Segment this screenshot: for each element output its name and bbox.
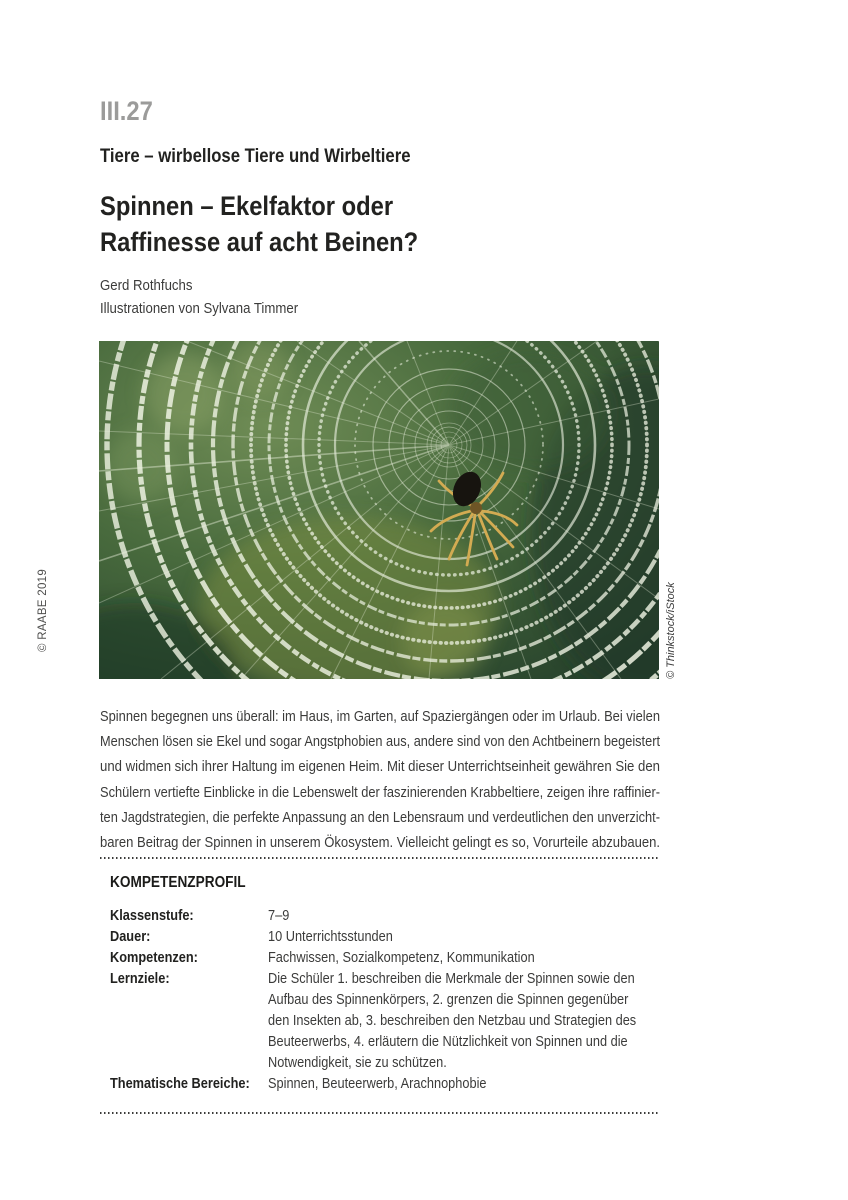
section-code-text: III.27 (100, 96, 153, 126)
illustrator-credit: Illustrationen von Sylvana Timmer (100, 300, 299, 317)
intro-paragraph: Spinnen begegnen uns überall: im Haus, im Garten, auf Spaziergängen oder im Urlaub. Bei vielen Menschen lösen sie Ekel und sogar Angstphobien aus, andere sind von den Achtbeinern begeistert und widmen sich ihrer Haltung im eigenen Heim. Mit dieser Unterrichtseinheit gewähren Sie den Schülern vertiefte Einblicke in die Lebenswelt der faszinierenden Krabbeltiere, zeigen ihre raffinier- ten Jagdstrategien, die perfekte Anpassung an den Lebensraum und verdeutlichen den unverzicht- baren Beitrag der Spinnen in unserem Ökosystem. Vielleicht gelingt es so, Vorurteile abzubauen. (100, 708, 660, 851)
competence-profile-table (110, 906, 670, 1095)
spider-photo-illustration (99, 341, 659, 679)
row-label: Dauer: (110, 929, 151, 945)
row-value: 7–9 (268, 908, 290, 924)
row-value: 10 Unterrichtsstunden (268, 929, 393, 945)
dotted-divider-top (100, 857, 658, 859)
spider-web-photo (99, 341, 659, 679)
series-title: Tiere – wirbellose Tiere und Wirbeltiere (100, 146, 411, 167)
author-block (100, 274, 325, 320)
page-title (100, 188, 462, 260)
publisher-copyright-vertical: © RAABE 2019 (37, 568, 49, 652)
page-title-line1: Spinnen – Ekelfaktor oder (100, 191, 394, 221)
author-name: Gerd Rothfuchs (100, 277, 193, 294)
page-title-line2: Raffinesse auf acht Beinen? (100, 227, 419, 257)
spider-cephalothorax (470, 502, 482, 514)
row-value: Spinnen, Beuteerwerb, Arachnophobie (268, 1076, 487, 1092)
row-label: Lernziele: (110, 971, 170, 987)
competence-profile-heading: KOMPETENZPROFIL (110, 874, 246, 891)
row-label: Thematische Bereiche: (110, 1076, 250, 1092)
row-value: Fachwissen, Sozialkompetenz, Kommunikation (268, 950, 535, 966)
section-code (100, 96, 160, 127)
table-row (110, 948, 670, 969)
dotted-divider-bottom (100, 1112, 658, 1114)
table-row (110, 1074, 670, 1095)
table-row (110, 969, 670, 1074)
photo-credit-vertical: © Thinkstock/iStock (665, 582, 677, 679)
row-label: Klassenstufe: (110, 908, 194, 924)
row-label: Kompetenzen: (110, 950, 198, 966)
table-row (110, 906, 670, 927)
row-value: Die Schüler 1. beschreiben die Merkmale der Spinnen sowie den Aufbau des Spinnenkörpers, 2. grenzen die Spinnen gegenüber den Insekten ab, 3. beschreiben den Netzbau und Strategien des Beuteerwerbs, 4. erläutern die Nützlichkeit von Spinnen und die Notwendigkeit, sie zu schützen. (268, 971, 637, 1071)
table-row (110, 927, 670, 948)
